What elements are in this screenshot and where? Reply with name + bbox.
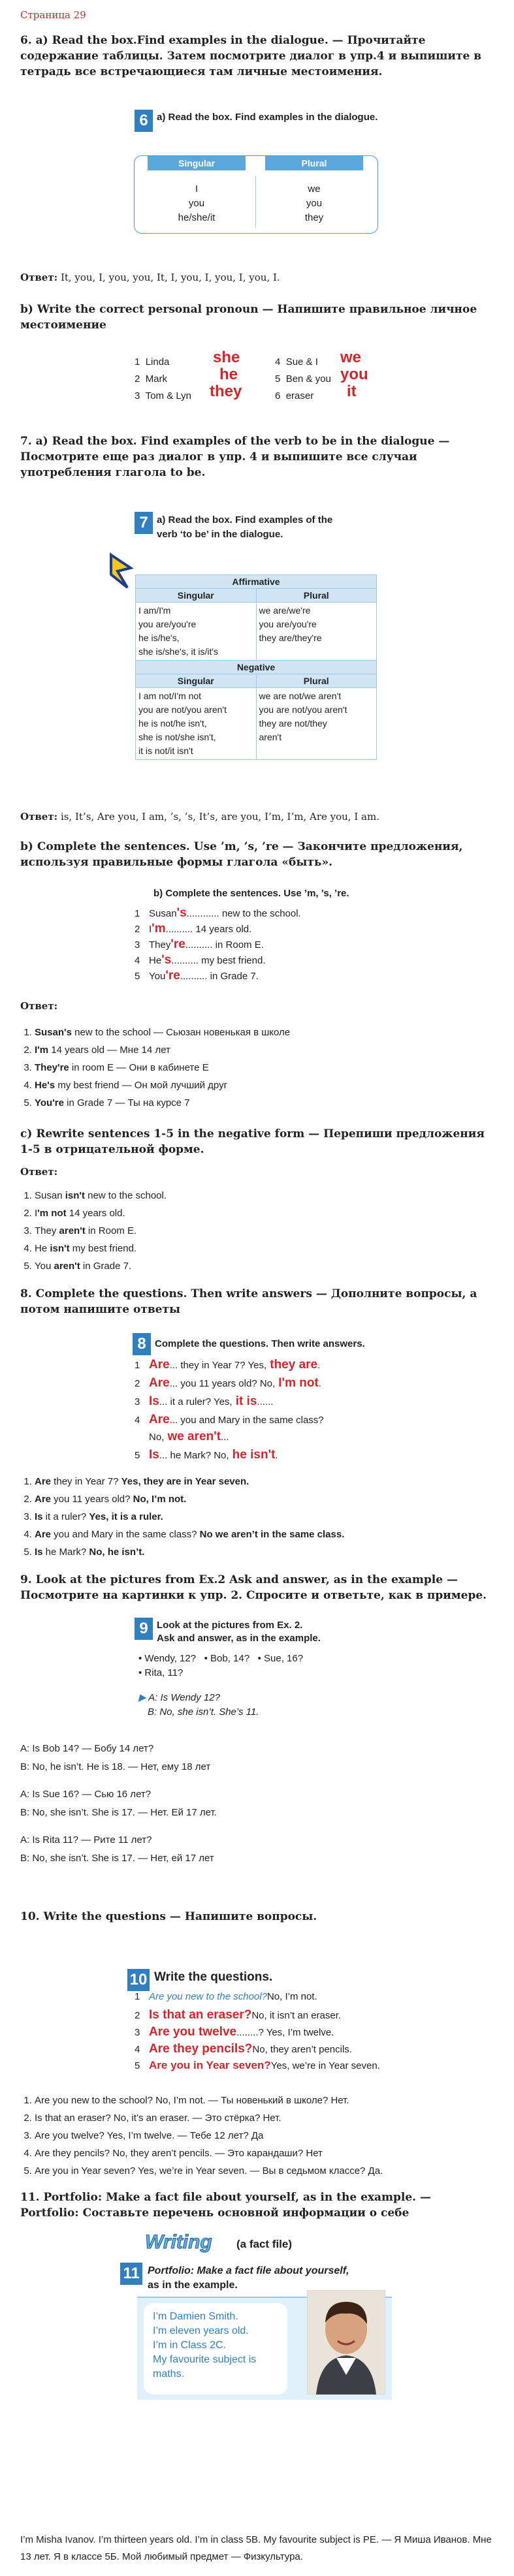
affirmative-header: Affirmative bbox=[136, 575, 377, 589]
ex6a-instruction: a) Read the box. Find examples in the dialogue. bbox=[157, 112, 378, 123]
ex6b-item-6: 6 eraser bbox=[275, 390, 314, 401]
ex10-heading: 10. Write the questions — Напишите вопросы. bbox=[20, 1910, 317, 1923]
ex10-item: 4 Are they pencils? No, they aren’t pencils. bbox=[135, 2042, 352, 2056]
ex8-exercise bbox=[135, 1358, 389, 1466]
ex6b-item-5: 5 Ben & you bbox=[275, 373, 331, 385]
col-singular: Singular bbox=[148, 156, 246, 170]
neg-col-plural: Plural bbox=[256, 674, 377, 688]
ex10-item: 5 Are you in Year seven? Yes, we’re in Year seven. bbox=[135, 2059, 380, 2071]
ex11-answer: I’m Misha Ivanov. I’m thirteen years old. I’m in class 5B. My favourite subject is PE. — Я Миша Иванов. Мне 13 лет. Я в классе 5Б. Мой любимый предмет — Физкультура. bbox=[20, 2534, 492, 2562]
ex8-answers bbox=[20, 1473, 490, 1561]
col-plural: Plural bbox=[265, 156, 363, 170]
fact-list: I’m Damien Smith. I’m eleven years old. I’m in Class 2C. My favourite subject is maths. bbox=[153, 2311, 257, 2380]
ex7a-heading: 7. a) Read the box. Find examples of the verb to be in the dialogue — Посмотрите еще раз диалог в упр. 4 и выпишите все случаи употребления глагола to be. bbox=[20, 435, 450, 479]
ex11-instruction: Portfolio: Make a fact file about yourself, as in the example. bbox=[148, 2265, 349, 2291]
ex7-badge: 7 bbox=[135, 512, 153, 534]
ex6b-answer-3: they bbox=[210, 383, 242, 400]
list-item: 3. They're in room E — Они в кабинете Е bbox=[35, 1059, 490, 1076]
ex7c-heading: c) Rewrite sentences 1-5 in the negative form — Перепиши предложения 1-5 в отрицательной форме. bbox=[20, 1127, 485, 1156]
list-item: 5. You're in Grade 7 — Ты на курсе 7 bbox=[35, 1094, 490, 1112]
list-item: 4. He's my best friend — Он мой лучший друг bbox=[35, 1076, 490, 1094]
ex9-example bbox=[138, 1691, 259, 1720]
ex7b-exercise bbox=[135, 906, 383, 984]
to-be-table: Affirmative Singular Plural I am/I'm you are/you're he is/he's, she is/she's, it is/it's we are/we're you are/you're they are/they're Negative Singular Plural I am not/I'm not you are not/you aren't he is not/he isn't, she is not/she isn't, it is not/it isn't we are not/we aren't you are not/you aren't they are not/they aren't bbox=[135, 574, 377, 760]
plural-3: they bbox=[304, 212, 324, 223]
ex6b-item-4: 4 Sue & I bbox=[275, 356, 318, 368]
list-item: 5. You aren't in Grade 7. bbox=[35, 1257, 490, 1275]
ex7c-answer-label: Ответ: bbox=[20, 1166, 58, 1178]
ex6b-answer-2: he bbox=[219, 366, 238, 383]
singular-1: I bbox=[195, 183, 199, 195]
ex8-instruction: Complete the questions. Then write answers. bbox=[155, 1338, 365, 1349]
page-label: Страница 29 bbox=[20, 9, 86, 21]
list-item: 1. Are you new to the school? No, I’m not. — Ты новенький в школе? Нет. bbox=[35, 2092, 504, 2109]
ex6b-item-2: 2 Mark bbox=[135, 373, 168, 385]
ex6a-heading: 6. a) Read the box.Find examples in the dialogue. — Прочитайте содержание таблицы. Затем посмотрите диалог в упр.4 и выпишите в тетрадь все встречающиеся там личные местоимения. bbox=[20, 34, 482, 78]
aff-col-plural: Plural bbox=[256, 589, 377, 603]
writing-subtitle: (a fact file) bbox=[236, 2238, 293, 2250]
ex6b-answer-5: you bbox=[340, 366, 368, 383]
ex7c-answers bbox=[20, 1187, 490, 1275]
list-item: 3. They aren't in Room E. bbox=[35, 1222, 490, 1240]
ex8-item: No, we aren't ... bbox=[149, 1430, 229, 1443]
example-a: ▶ A: Is Wendy 12? bbox=[138, 1692, 220, 1703]
ex8-badge: 8 bbox=[133, 1333, 151, 1355]
ex6b-answer-1: she bbox=[213, 349, 240, 366]
ex7a-instruction: a) Read the box. Find examples of the verb ‘to be’ in the dialogue. bbox=[157, 514, 333, 540]
list-item: 1. Susan's new to the school — Сьюзан новенькая в школе bbox=[35, 1024, 490, 1041]
ex11-badge: 11 bbox=[120, 2263, 142, 2285]
ex9-instruction: Look at the pictures from Ex. 2. Ask and answer, as in the example. bbox=[157, 1620, 321, 1644]
ex10-answers bbox=[20, 2092, 504, 2180]
singular-2: you bbox=[188, 198, 205, 209]
ex10-exercise bbox=[135, 1991, 409, 2076]
play-icon: ▶ bbox=[138, 1692, 146, 1703]
ex6b-heading: b) Write the correct personal pronoun — Напишите правильное личное местоимение bbox=[20, 303, 477, 332]
ex8-item: 4 Are ... you and Mary in the same class? bbox=[135, 1413, 324, 1426]
boy-photo bbox=[307, 2290, 385, 2395]
fact-file-panel bbox=[137, 2297, 392, 2400]
ex10-instruction: Write the questions. bbox=[154, 1970, 273, 1984]
example-b: B: No, she isn’t. She’s 11. bbox=[148, 1706, 259, 1718]
table-divider bbox=[255, 176, 256, 228]
ex7b-instruction: b) Complete the sentences. Use ’m, ’s, ’re. bbox=[153, 888, 349, 899]
neg-col-singular: Singular bbox=[136, 674, 257, 688]
ex7b-item: 2 I 'm .......... 14 years old. bbox=[135, 922, 252, 935]
ex7b-answers bbox=[20, 1024, 490, 1112]
pronoun-table bbox=[134, 155, 378, 234]
ex8-item: 1 Are ... they in Year 7? Yes, they are . bbox=[135, 1358, 321, 1372]
ex7a-answer: Ответ: is, It’s, Are you, I am, ’s, ’s, It’s, are you, I’m, I’m, Are you, I am. bbox=[20, 811, 379, 823]
negative-header: Negative bbox=[136, 661, 377, 674]
list-item: 1. Susan isn't new to the school. bbox=[35, 1187, 490, 1204]
ex6-badge: 6 bbox=[135, 110, 153, 132]
list-item: 3. Are you twelve? Yes, I’m twelve. — Тебе 12 лет? Да bbox=[35, 2127, 504, 2144]
ex10-item: 2 Is that an eraser? No, it isn’t an eraser. bbox=[135, 2008, 342, 2022]
list-item: 3. Is it a ruler? Yes, it is a ruler. bbox=[35, 1508, 490, 1526]
ex10-item: 1 Are you new to the school? No, I’m not. bbox=[135, 1991, 317, 2002]
ex7b-item: 1 Susan 's ............ new to the school. bbox=[135, 906, 301, 920]
list-item: 5. Are you in Year seven? Yes, we’re in Year seven. — Вы в седьмом классе? Да. bbox=[35, 2162, 504, 2180]
list-item: 4. Are they pencils? No, they aren’t pencils. — Это карандаши? Нет bbox=[35, 2144, 504, 2162]
ex9-heading: 9. Look at the pictures from Ex.2 Ask and answer, as in the example — Посмотрите на картинки к упр. 2. Спросите и ответьте, как в примере. bbox=[20, 1573, 487, 1602]
ex6b-exercise bbox=[135, 351, 383, 410]
list-item: 5. Is he Mark? No, he isn’t. bbox=[35, 1543, 490, 1561]
plural-1: we bbox=[308, 183, 321, 195]
ex8-item: 2 Are ... you 11 years old? No, I'm not . bbox=[135, 1376, 321, 1390]
ex7b-item: 3 They 're .......... in Room E. bbox=[135, 937, 264, 951]
ex11-heading: 11. Portfolio: Make a fact file about yourself, as in the example. — Portfolio: Составьте перечень основной информации о себе bbox=[20, 2191, 432, 2220]
ex6b-answer-6: it bbox=[347, 383, 357, 400]
ex6b-answer-4: we bbox=[340, 349, 362, 366]
ex9-answers: A: Is Bob 14? — Бобу 14 лет? B: No, he isn’t. He is 18. — Нет, ему 18 лет A: Is Sue 16? — Сью 16 лет? B: No, she isn’t. She is 17. — Нет. Ей 17 лет. A: Is Rita 11? — Рите 11 лет? B: No, she isn’t. She is 17. — Нет, ей 17 лет bbox=[20, 1743, 217, 1864]
ex8-item: 5 Is ... he Mark? No, he isn't . bbox=[135, 1448, 278, 1462]
ex8-item: 3 Is ... it a ruler? Yes, it is ...... bbox=[135, 1394, 274, 1408]
singular-3: he/she/it bbox=[178, 212, 216, 223]
list-item: 2. I'm not 14 years old. bbox=[35, 1204, 490, 1222]
list-item: 2. Is that an eraser? No, it’s an eraser. — Это стёрка? Нет. bbox=[35, 2109, 504, 2127]
ex6b-item-3: 3 Tom & Lyn bbox=[135, 390, 191, 401]
ex10-item: 3 Are you twelve ........? Yes, I’m twelve. bbox=[135, 2025, 334, 2039]
ex7b-item: 4 He 's .......... my best friend. bbox=[135, 953, 266, 967]
ex7b-item: 5 You 're .......... in Grade 7. bbox=[135, 969, 259, 982]
ex6a-answer: Ответ: It, you, I, you, you, It, I, you, I, you, I, you, I. bbox=[20, 272, 280, 283]
list-item: 1. Are they in Year 7? Yes, they are in Year seven. bbox=[35, 1473, 490, 1490]
ex10-badge: 10 bbox=[127, 1969, 150, 1991]
ex7b-heading: b) Complete the sentences. Use ’m, ’s, ’re — Закончите предложения, используя правильные формы глагола «быть». bbox=[20, 840, 463, 869]
list-item: 2. Are you 11 years old? No, I’m not. bbox=[35, 1490, 490, 1508]
ex9-options: • Wendy, 12? • Bob, 14? • Sue, 16? • Rita, 11? bbox=[138, 1653, 304, 1678]
ex9-badge: 9 bbox=[135, 1618, 153, 1640]
ex6b-item-1: 1 Linda bbox=[135, 356, 170, 368]
list-item: 4. Are you and Mary in the same class? No we aren’t in the same class. bbox=[35, 1526, 490, 1543]
ex7b-answer-label: Ответ: bbox=[20, 1000, 58, 1012]
list-item: 2. I'm 14 years old — Мне 14 лет bbox=[35, 1041, 490, 1059]
list-item: 4. He isn't my best friend. bbox=[35, 1240, 490, 1257]
ex8-heading: 8. Complete the questions. Then write answers — Дополните вопросы, а потом напишите ответы bbox=[20, 1287, 477, 1316]
writing-title: Writing bbox=[145, 2231, 212, 2253]
aff-col-singular: Singular bbox=[136, 589, 257, 603]
plural-2: you bbox=[306, 198, 323, 209]
